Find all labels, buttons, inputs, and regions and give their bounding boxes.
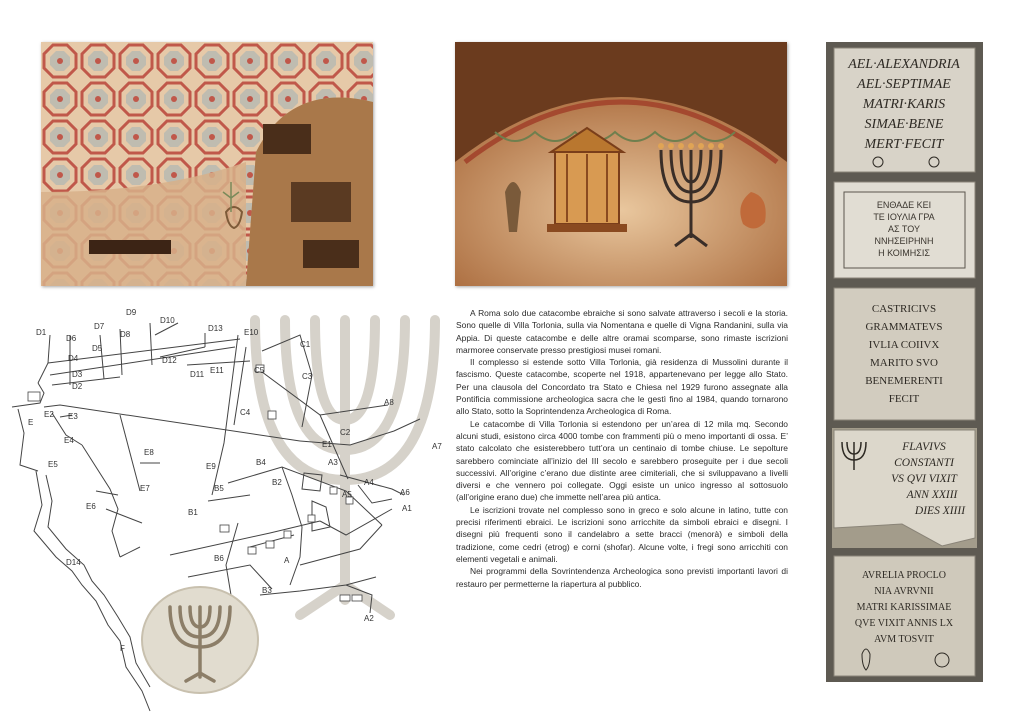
- inscription-plaque-2: [832, 180, 977, 280]
- map-label-e5: E5: [48, 460, 58, 469]
- map-label-a8: A8: [384, 398, 394, 407]
- paragraph-3: Le catacombe di Villa Torlonia si estendono per un’area di 12 mila mq. Secondo alcuni studi, esistono circa 4000 tombe con frammenti più o meno importanti di ossa. E’ stato calcolato che esisterebbero tutt’ora un centinaio di tombe chiuse. Le sepolture sarebbero cominciate all’inizio del III secolo e sarebbero proseguite per i due secoli successivi. All’origine c’erano due distinte aree cimiteriali, che si sviluppavano a livelli diversi e che vennero poi collegate. Oggi esiste un unico ingresso al sottosuolo (all’origine erano due) che immette nell’area più antica.: [456, 418, 788, 503]
- paragraph-4: Le iscrizioni trovate nel complesso sono in greco e solo alcune in latino, tutte con precisi riferimenti ebraici. Le iscrizioni sono arricchite da simboli ebraici e disegni. I disegni più frequenti sono il candelabro a sette bracci (menorà) e simboli della tradizione, come cedri (etrog) e corni (shofar). Alcune volte, i fregi sono arricchiti con elementi vegetali e animali.: [456, 504, 788, 564]
- inscription-2-line-4: ΝΝΗΣΕΙΡΗΝΗ: [874, 236, 934, 246]
- inscription-1-line-1: AEL·ALEXANDRIA: [848, 57, 960, 72]
- inscription-3-line-3: IVLIA COIIVX: [868, 339, 940, 351]
- map-label-d14: D14: [66, 558, 81, 567]
- map-label-d11: D11: [190, 370, 205, 379]
- map-label-a3: A3: [328, 458, 338, 467]
- map-label-e2: E2: [44, 410, 54, 419]
- map-label-e8: E8: [144, 448, 154, 457]
- map-label-e11: E11: [210, 366, 224, 375]
- map-label-d2: D2: [72, 382, 83, 391]
- inscription-plaque-1: [832, 46, 977, 174]
- map-label-c2: C2: [340, 428, 351, 437]
- inscriptions-strip: [826, 42, 983, 682]
- map-label-d7: D7: [94, 322, 105, 331]
- map-label-a7: A7: [432, 442, 442, 451]
- paragraph-5: Nei programmi della Sovrintendenza Archeologica sono previsti importanti lavori di restauro per permetterne la riapertura al pubblico.: [456, 566, 788, 589]
- inscription-5-line-4: QVE VIXIT ANNIS LX: [854, 618, 954, 629]
- inscription-1-line-3: MATRI·KARIS: [862, 97, 946, 112]
- map-label-a5: A5: [342, 490, 352, 499]
- inscription-4-line-3: VS QVI VIXIT: [891, 473, 957, 485]
- map-label-c5: C5: [254, 366, 265, 375]
- inscription-4-line-5: DIES XIIII: [914, 505, 966, 517]
- catacomb-ceiling-photo: [41, 42, 373, 286]
- map-label-a4: A4: [364, 478, 374, 487]
- map-label-a2: A2: [364, 614, 374, 623]
- map-label-e7: E7: [140, 484, 150, 493]
- map-label-b2: B2: [272, 478, 282, 487]
- map-label-d6: D6: [66, 334, 77, 343]
- inscription-4-line-1: FLAVIVS: [902, 441, 946, 453]
- map-label-b6: B6: [214, 554, 224, 563]
- map-label-e: E: [28, 418, 34, 427]
- map-label-a1: A1: [402, 504, 412, 513]
- map-label-e9: E9: [206, 462, 216, 471]
- inscription-2-line-5: Η ΚΟΙΜΗΣΙΣ: [878, 248, 930, 258]
- paragraph-1: A Roma solo due catacombe ebraiche si sono salvate attraverso i secoli e la storia. Sono quelle di Villa Torlonia, sulla via Nomentana e quelle di Vigna Randanini, sulla via Appia. Di queste catacombe e delle altre oramai scomparse, sono rimaste iscrizioni marmoree conservate presso prestigiosi musei romani.: [456, 308, 788, 355]
- map-label-d10: D10: [160, 316, 175, 325]
- inscription-2-line-1: ΕΝΘΑΔΕ ΚΕΙ: [876, 200, 932, 210]
- inscription-1-line-2: AEL·SEPTIMAE: [857, 77, 951, 92]
- inscription-plaque-5: [832, 554, 977, 678]
- map-label-d9: D9: [126, 308, 137, 317]
- inscription-plaque-4: [832, 428, 977, 548]
- map-label-d13: D13: [208, 324, 223, 333]
- inscription-2-line-3: ΑΣ ΤΟΥ: [888, 224, 920, 234]
- inscription-5-line-1: AVRELIA PROCLO: [862, 570, 946, 581]
- map-label-d1: D1: [36, 328, 47, 337]
- inscription-4-line-4: ANN XXIII: [906, 489, 958, 501]
- article-body: [456, 307, 788, 590]
- inscription-4-line-2: CONSTANTI: [894, 457, 954, 469]
- inscription-3-line-5: BENEMERENTI: [865, 375, 943, 387]
- map-label-d3: D3: [72, 370, 83, 379]
- map-label-a6: A6: [400, 488, 410, 497]
- map-label-e4: E4: [64, 436, 74, 445]
- inscription-3-line-1: CASTRICIVS: [871, 303, 937, 315]
- map-label-f: F: [120, 644, 125, 653]
- inscription-5-line-5: AVM TOSVIT: [874, 634, 934, 645]
- map-label-d5: D5: [92, 344, 103, 353]
- map-label-d12: D12: [162, 356, 177, 365]
- inscription-1-line-5: MERT·FECIT: [864, 137, 944, 152]
- menorah-medallion: [140, 585, 260, 695]
- inscription-3-line-6: FECIT: [888, 393, 920, 405]
- inscription-plaque-3: [832, 286, 977, 422]
- map-label-c3: C3: [302, 372, 313, 381]
- inscription-1-line-4: SIMAE·BENE: [864, 117, 944, 132]
- map-label-a: A: [284, 556, 290, 565]
- map-label-b4: B4: [256, 458, 266, 467]
- map-label-e3: E3: [68, 412, 78, 421]
- paragraph-2: Il complesso si estende sotto Villa Torlonia, già residenza di Mussolini durante il fascismo. Queste catacombe, scoperte nel 1918, appartenevano per legge allo Stato. Per una clausola del Concordato tra Stato e Chiesa nel 1929 furono assegnate alla Pontificia commissione archeologica sacra che le gestì fino al 1984, quando tornarono allo Stato, sotto la Soprintendenza Archeologica di Roma.: [456, 357, 788, 417]
- map-label-d8: D8: [120, 330, 131, 339]
- fresco-menorah-photo: [455, 42, 787, 286]
- inscription-3-line-2: GRAMMATEVS: [865, 321, 943, 333]
- map-label-b1: B1: [188, 508, 198, 517]
- map-label-d4: D4: [68, 354, 79, 363]
- map-label-b3: B3: [262, 586, 272, 595]
- map-label-e10: E10: [244, 328, 259, 337]
- inscription-5-line-2: NIA AVRVNII: [874, 586, 934, 597]
- inscription-3-line-4: MARITO SVO: [870, 357, 938, 369]
- map-label-e1: E1: [322, 440, 332, 449]
- map-label-c4: C4: [240, 408, 251, 417]
- map-label-c1: C1: [300, 340, 311, 349]
- inscription-5-line-3: MATRI KARISSIMAE: [856, 602, 952, 613]
- inscription-2-line-2: ΤΕ ΙΟΥΛΙΑ ΓΡΑ: [873, 212, 935, 222]
- map-label-b5: B5: [214, 484, 224, 493]
- map-label-e6: E6: [86, 502, 96, 511]
